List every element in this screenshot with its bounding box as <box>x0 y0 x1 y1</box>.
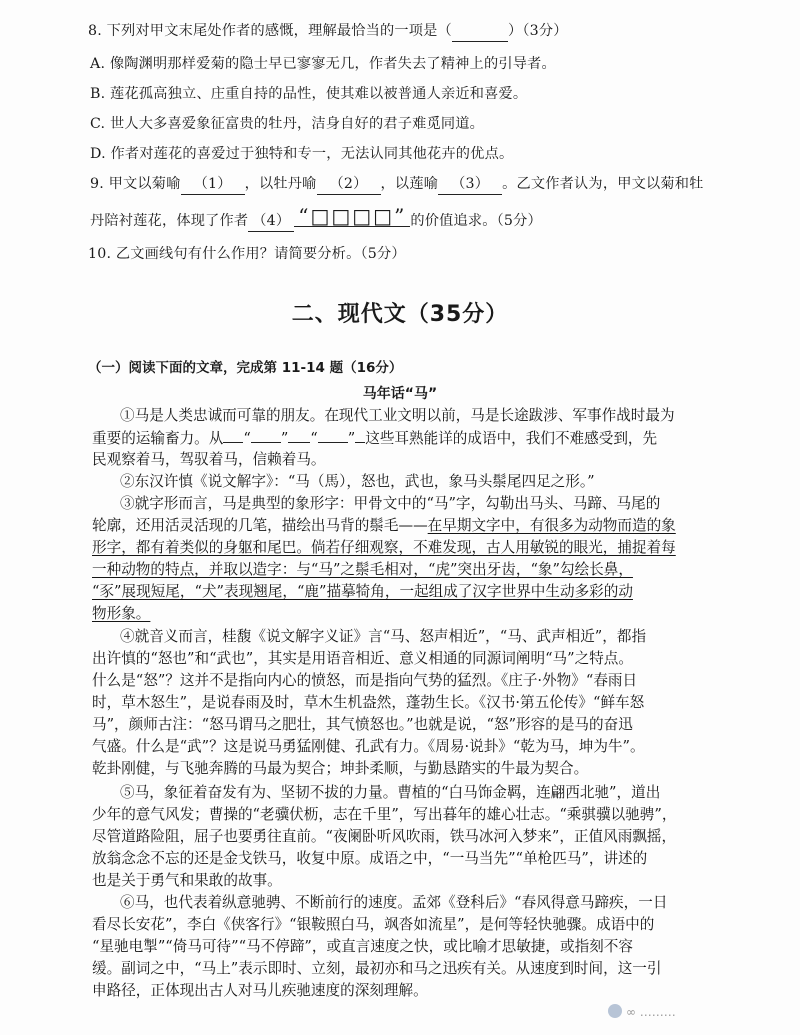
idiom-blank <box>251 428 281 443</box>
option-b: B. 莲花孤高独立、庄重自持的品性，使其难以被普通人亲近和喜爱。 <box>90 86 528 102</box>
question-9-text: 丹陪衬莲花，体现了作者 <box>90 213 249 229</box>
article-line: 也是关于勇气和果敢的故事。 <box>92 872 282 889</box>
blank-1: （1） <box>181 174 245 195</box>
article-line: 申路径，正体现出古人对马儿疾驰速度的深刻理解。 <box>92 982 428 999</box>
question-10: 10. 乙文画线句有什么作用？请简要分析。（5分） <box>88 246 406 262</box>
watermark-logo-icon <box>608 1004 622 1018</box>
article-text: 重要的运输畜力。从 <box>92 430 224 447</box>
article-line <box>92 428 657 449</box>
quote-mark: “ <box>310 430 318 447</box>
option-a: A. 像陶渊明那样爱菊的隐士早已寥寥无几，作者失去了精神上的引导者。 <box>90 56 556 72</box>
question-9-text: ，以牡丹喻 <box>244 176 317 192</box>
question-9-line-1 <box>90 174 704 195</box>
article-line: 尽管道路险阻，屈子也要勇往直前。“夜阑卧听风吹雨，铁马冰河入梦来”，正值风雨飘摇， <box>92 828 677 845</box>
section-title: 二、现代文（35分） <box>291 302 509 327</box>
article-title: 马年话“马” <box>362 386 438 402</box>
article-line: 少年的意气风发；曹操的“老骥伏枥，志在千里”，写出暮年的雄心壮志。“乘骐骥以驰骋”， <box>92 806 677 823</box>
article-line: ⑤马，象征着奋发有为、坚韧不拔的力量。曹植的“白马饰金羁，连翩西北驰”，道出 <box>120 784 661 801</box>
article-line <box>92 516 676 536</box>
answer-blank <box>452 21 508 42</box>
question-9-text: ，以莲喻 <box>380 176 439 192</box>
article-line: “星驰电掣”“倚马可待”“马不停蹄”，或直言速度之快，或比喻才思敏捷，或指刻不容 <box>92 938 633 955</box>
article-line: ⑥马，也代表着纵意驰骋、不断前行的速度。孟郊《登科后》“春风得意马蹄疾，一日 <box>120 894 668 911</box>
underlined-sentence: 在早期文字中，有很多为动物而造的象 <box>427 517 676 534</box>
question-9-line-2 <box>90 204 542 232</box>
quote-mark: ” <box>347 430 356 447</box>
underlined-sentence: 物形象。 <box>92 605 151 622</box>
article-line: 时，草木怒生”，是说春雨及时，草木生机盎然，蓬勃生长。《汉书·第五伦传》“鲜车怒 <box>92 694 645 711</box>
article-line: ②东汉许慎《说文解字》：“马（馬），怒也，武也，象马头鬃尾四足之形。” <box>120 473 595 490</box>
question-8-text: 8. 下列对甲文末尾处作者的感慨，理解最恰当的一项是（ <box>88 23 452 39</box>
article-line: 放翁念念不忘的还是金戈铁马，收复中原。成语之中，“一马当先”“单枪匹马”，讲述的 <box>92 850 648 867</box>
watermark <box>608 1004 676 1019</box>
article-line: 马”，颜师古注：“怒马谓马之肥壮，其气愤怒也。”也就是说，“怒”形容的是马的奋迅 <box>92 716 633 733</box>
article-line: 乾卦刚健，与飞驰奔腾的马最为契合；坤卦柔顺，与勤恳踏实的牛最为契合。 <box>92 760 589 777</box>
article-line: 什么是“怒”？这并不是指向内心的愤怒，而是指向气势的猛烈。《庄子·外物》“春雨日 <box>92 672 638 689</box>
question-9-text: 。乙文作者认为，甲文以菊和牡 <box>502 176 704 192</box>
article-text: 这些耳熟能详的成语中，我们不难感受到，先 <box>365 430 658 447</box>
watermark-text: ∞ ……… <box>626 1005 676 1019</box>
question-8-stem <box>88 21 568 42</box>
blank-4: （4） <box>248 211 294 232</box>
option-d: D. 作者对莲花的喜爱过于独特和专一，无法认同其他花卉的优点。 <box>90 146 514 162</box>
idiom-blank <box>355 428 365 443</box>
article-line: ①马是人类忠诚而可靠的朋友。在现代工业文明以前，马是长途跋涉、军事作战时最为 <box>120 407 675 424</box>
idiom-blank <box>288 428 310 443</box>
question-9-text: 的价值追求。（5分） <box>410 213 542 229</box>
article-line: 民观察着马，驾驭着马，信赖着马。 <box>92 451 326 468</box>
article-line: 缓。副词之中，“马上”表示即时、立刻，最初亦和马之迅疾有关。从速度到时间，这一引 <box>92 960 662 977</box>
underlined-sentence: 一种动物的特点，并取以造字：与“马”之鬃毛相对，“虎”突出牙齿，“象”勾绘长鼻， <box>92 561 633 578</box>
article-text: 轮廓，还用活灵活现的几笔，描绘出马背的鬃毛—— <box>92 517 428 534</box>
quote-mark: ” <box>280 430 289 447</box>
question-8-score: ）（3分） <box>507 23 568 39</box>
reading-instructions: （一）阅读下面的文章，完成第 11-14 题（16分） <box>88 360 403 376</box>
quote-mark: “ <box>243 430 251 447</box>
article-line: 看尽长安花”，李白《侠客行》“银鞍照白马，飒沓如流星”，是何等轻快驰骤。成语中的 <box>92 916 655 933</box>
blank-3: （3） <box>438 174 502 195</box>
idiom-blank <box>318 428 348 443</box>
blank-2: （2） <box>317 174 381 195</box>
article-line: 气盛。什么是“武”？这是说马勇猛刚健、孔武有力。《周易·说卦》“乾为马，坤为牛”。 <box>92 738 645 755</box>
four-character-boxes: “□□□□” <box>294 206 410 227</box>
question-9-text: 9. 甲文以菊喻 <box>90 176 181 192</box>
article-line: ③就字形而言，马是典型的象形字：甲骨文中的“马”字，勾勒出马头、马蹄、马尾的 <box>120 495 661 512</box>
option-c: C. 世人大多喜爱象征富贵的牡丹，洁身自好的君子难觅同道。 <box>90 116 485 132</box>
article-line: ④就音义而言，桂馥《说文解字义证》言“马、怒声相近”，“马、武声相近”，都指 <box>120 628 647 645</box>
idiom-blank <box>223 428 243 443</box>
underlined-sentence: 形字，都有着类似的身躯和尾巴。倘若仔细观察，不难发现，古人用敏锐的眼光，捕捉着每 <box>92 539 676 556</box>
underlined-sentence: “豕”展现短尾，“犬”表现翘尾，“鹿”描摹犄角，一起组成了汉字世界中生动多彩的动 <box>92 583 633 600</box>
article-line: 出许慎的“怒也”和“武也”，其实是用语音相近、意义相通的同源词阐明“马”之特点。 <box>92 650 633 667</box>
